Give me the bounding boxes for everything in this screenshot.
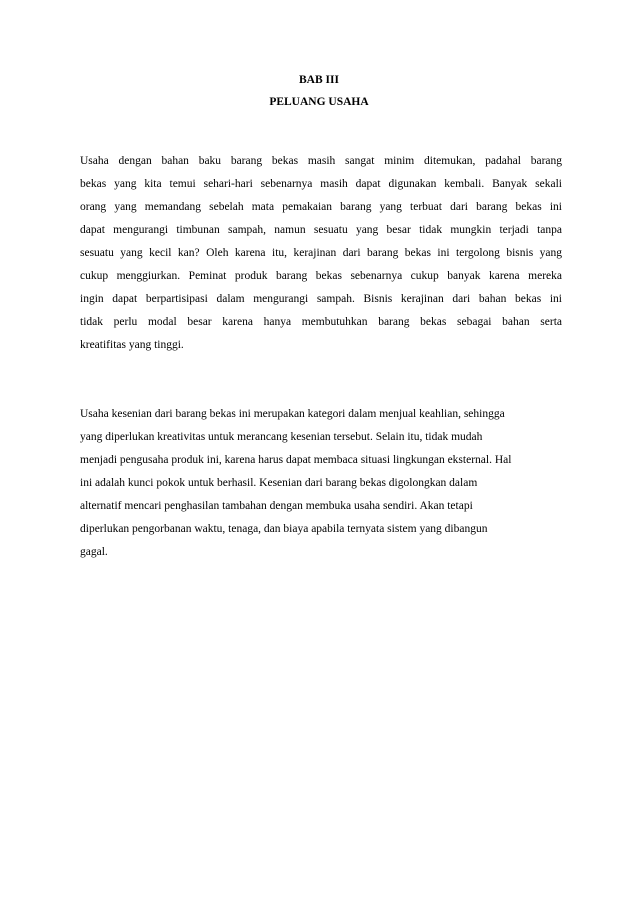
paragraph-1-line: bekas yang kita temui sehari-hari sebenarnya masih dapat digunakan kembali. Banyak sekali xyxy=(80,178,562,190)
paragraph-1-line: Usaha dengan bahan baku barang bekas masih sangat minim ditemukan, padahal barang xyxy=(80,155,562,167)
paragraph-2 xyxy=(80,403,570,564)
chapter-heading: BAB III xyxy=(299,74,339,86)
paragraph-2-line: diperlukan pengorbanan waktu, tenaga, dan biaya apabila ternyata sistem yang dibangun xyxy=(80,523,488,535)
paragraph-2-line: ini adalah kunci pokok untuk berhasil. Kesenian dari barang bekas digolongkan dalam xyxy=(80,477,478,489)
paragraph-1-line: dapat mengurangi timbunan sampah, namun sesuatu yang besar tidak mungkin terjadi tanpa xyxy=(80,224,562,236)
paragraph-1-line: tidak perlu modal besar karena hanya membutuhkan barang bekas sebagai bahan serta xyxy=(80,316,562,328)
paragraph-2-line: menjadi pengusaha produk ini, karena harus dapat membaca situasi lingkungan eksternal. Hal xyxy=(80,454,512,466)
paragraph-1 xyxy=(80,150,562,357)
paragraph-1-line: orang yang memandang sebelah mata pemakaian barang yang terbuat dari barang bekas ini xyxy=(80,201,562,213)
chapter-title: PELUANG USAHA xyxy=(269,96,369,108)
paragraph-2-line: alternatif mencari penghasilan tambahan dengan membuka usaha sendiri. Akan tetapi xyxy=(80,500,473,512)
paragraph-1-line: kreatifitas yang tinggi. xyxy=(80,339,184,351)
paragraph-1-line: cukup menggiurkan. Peminat produk barang bekas sebenarnya cukup banyak karena mereka xyxy=(80,270,562,282)
paragraph-2-line: gagal. xyxy=(80,546,108,558)
paragraph-1-line: sesuatu yang kecil kan? Oleh karena itu, kerajinan dari barang bekas ini tergolong bisnis yang xyxy=(80,247,562,259)
paragraph-2-line: yang diperlukan kreativitas untuk merancang kesenian tersebut. Selain itu, tidak mudah xyxy=(80,431,483,443)
paragraph-2-line: Usaha kesenian dari barang bekas ini merupakan kategori dalam menjual keahlian, sehingga xyxy=(80,408,505,420)
paragraph-1-line: ingin dapat berpartisipasi dalam mengurangi sampah. Bisnis kerajinan dari bahan bekas ini xyxy=(80,293,562,305)
